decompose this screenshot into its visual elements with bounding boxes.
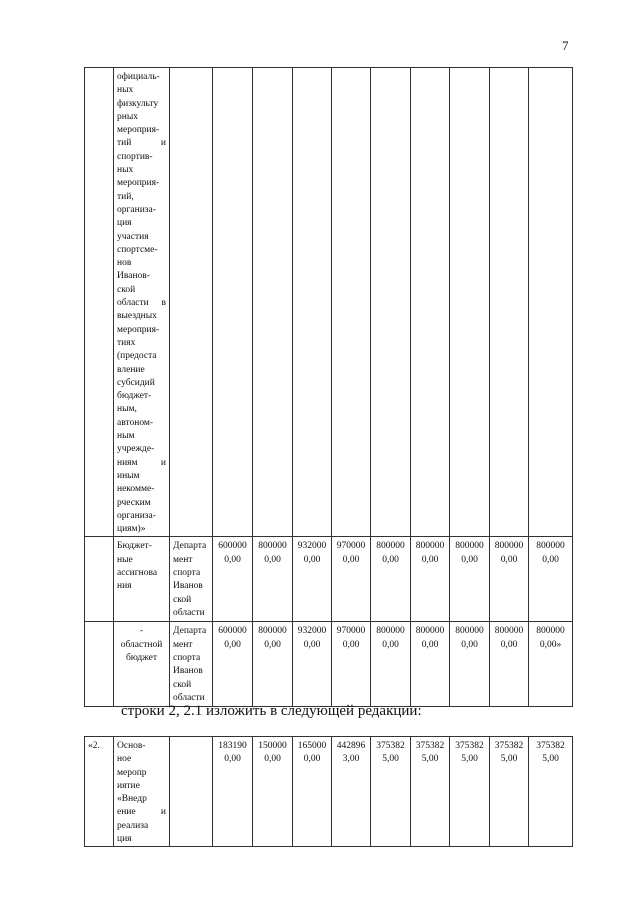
table-row [85, 622, 573, 707]
text-line: ным [117, 431, 135, 442]
text-line: автоном- [117, 417, 154, 428]
value-line-2: 0,00 [264, 639, 281, 650]
funding-label-cell [114, 622, 170, 707]
text-line: ных [117, 165, 134, 176]
text-line: Иванов [173, 666, 203, 677]
value-cell [293, 737, 332, 847]
text-line: Основ- [117, 741, 146, 751]
text-line: «Внедр [117, 794, 147, 805]
value-line-2: 0,00 [382, 554, 399, 565]
text-line: мероприя- [117, 324, 160, 335]
value-cell [253, 622, 293, 707]
text-line: ассигнова [117, 567, 158, 578]
text-line: реализа [117, 820, 149, 831]
executor-cell [170, 68, 213, 537]
value-cell [450, 737, 490, 847]
value-cell [213, 622, 253, 707]
text-line: ные [117, 554, 133, 565]
executor-cell [170, 622, 213, 707]
value-line-1: 800000 [494, 541, 524, 552]
table-row [85, 68, 573, 537]
value-line-1: 375382 [415, 741, 445, 751]
text-line: учрежде- [117, 444, 155, 455]
value-line-2: 0,00 [264, 754, 281, 765]
text-line: Иванов [173, 581, 203, 592]
value-cell [490, 68, 529, 537]
text-line: мент [173, 639, 193, 650]
value-cell [411, 622, 450, 707]
value-line-1: 932000 [297, 541, 327, 552]
value-cell [253, 737, 293, 847]
executor-cell [170, 537, 213, 622]
text-line: физкульту [117, 98, 159, 109]
text-line: Департа [173, 541, 207, 552]
value-line-1: 800000 [415, 541, 445, 552]
text-line: ния [117, 581, 132, 592]
value-line-1: 800000 [415, 626, 445, 637]
table-row [85, 537, 573, 622]
value-cell [371, 737, 411, 847]
text-line: тий, [117, 191, 134, 202]
text-line: ниям и [117, 457, 166, 468]
value-line-2: 0,00 [303, 554, 321, 565]
value-line-2: 3,00 [342, 754, 360, 765]
value-line-1: 800000 [258, 626, 287, 637]
value-cell [332, 537, 371, 622]
value-cell [332, 737, 371, 847]
text-line: мероприя- [117, 125, 160, 136]
text-line: Департа [173, 626, 207, 637]
text-line: Иванов- [117, 271, 150, 282]
text-line: субсидий [117, 377, 155, 388]
value-line-2: 0,00 [542, 554, 559, 565]
value-line-2: 0,00 [303, 754, 321, 765]
value-cell [529, 68, 573, 537]
text-line: выездных [117, 311, 157, 322]
executor-cell [170, 737, 213, 847]
text-line: спортсме- [117, 244, 158, 255]
value-line-1: 600000 [218, 626, 247, 637]
text-line: спортив- [117, 151, 153, 162]
value-line-1: 165000 [297, 741, 327, 751]
value-line-1: 150000 [258, 741, 287, 751]
text-line: некомме- [117, 484, 155, 495]
value-line-2: 0,00 [461, 639, 478, 650]
section-heading: строки 2, 2.1 изложить в следующей редакции: [121, 703, 422, 719]
value-line-2: 0,00 [342, 554, 360, 565]
executor-name [173, 625, 209, 705]
text-line: спорта [173, 652, 201, 663]
value-cell [213, 737, 253, 847]
funding-label [117, 625, 166, 665]
text-line: ных [117, 85, 134, 96]
value-line-1: 375382 [376, 741, 405, 751]
text-line: мероприя- [117, 178, 160, 189]
text-line: области [173, 607, 205, 618]
value-line-2: 0,00 [224, 554, 241, 565]
text-line: ской [117, 284, 136, 295]
value-line-2: 0,00 [421, 554, 439, 565]
value-cell [490, 737, 529, 847]
activity-description-cell [114, 737, 170, 847]
value-cell [253, 537, 293, 622]
text-line: (предоста [117, 351, 157, 362]
text-line: бюджет- [117, 391, 152, 402]
value-cell [332, 68, 371, 537]
budget-table-top [84, 67, 573, 707]
value-cell [371, 68, 411, 537]
value-line-1: 375382 [536, 741, 565, 751]
funding-label [117, 540, 166, 593]
value-line-2: 0,00 [224, 754, 241, 765]
text-line: ской [173, 594, 192, 605]
text-line: ция [117, 218, 132, 229]
value-cell [529, 537, 573, 622]
text-line: официаль- [117, 72, 160, 82]
value-line-2: 0,00 [382, 639, 399, 650]
value-line-1: 800000 [376, 541, 405, 552]
value-line-2: 0,00 [500, 639, 518, 650]
text-line: областной [120, 639, 163, 650]
text-line: мент [173, 554, 193, 565]
text-line: иным [117, 470, 140, 481]
value-cell [213, 537, 253, 622]
value-cell [253, 68, 293, 537]
value-line-1: 970000 [336, 541, 366, 552]
value-line-2: 0,00 [224, 639, 241, 650]
value-line-1: 800000 [536, 541, 565, 552]
value-cell [450, 68, 490, 537]
value-cell [371, 537, 411, 622]
value-cell [411, 537, 450, 622]
value-cell [371, 622, 411, 707]
value-line-2: 5,00 [461, 754, 478, 765]
value-cell [411, 68, 450, 537]
value-cell [529, 622, 573, 707]
row-number-cell [85, 68, 114, 537]
text-line: организа- [117, 204, 156, 215]
value-cell [490, 537, 529, 622]
value-line-2: 5,00 [542, 754, 559, 765]
text-line: рческим [117, 497, 151, 508]
value-line-1: 800000 [536, 626, 565, 637]
text-line: вление [117, 364, 145, 375]
value-line-2: 5,00 [382, 754, 399, 765]
value-line-1: 932000 [297, 626, 327, 637]
activity-description-cell [114, 68, 170, 537]
text-line: ской [173, 679, 192, 690]
value-line-1: 970000 [336, 626, 366, 637]
page-number: 7 [562, 38, 569, 53]
text-line: циям)» [117, 524, 146, 535]
value-cell [213, 68, 253, 537]
description-text [117, 740, 166, 846]
text-line: области в [117, 298, 166, 309]
value-line-1: 800000 [455, 626, 484, 637]
value-line-2: 5,00 [421, 754, 439, 765]
text-line: иятие [117, 780, 140, 791]
value-line-2: 0,00 [500, 554, 518, 565]
value-line-1: 442896 [336, 741, 366, 751]
value-line-1: 800000 [494, 626, 524, 637]
row-number-cell [85, 622, 114, 707]
text-line: ное [117, 754, 132, 765]
executor-name [173, 540, 209, 620]
text-line: нов [117, 258, 132, 269]
text-line: тий и [117, 138, 166, 149]
value-line-1: 600000 [218, 541, 247, 552]
text-line: Бюджет- [117, 541, 152, 552]
value-line-2: 0,00 [264, 554, 281, 565]
text-line: меропр [117, 767, 147, 778]
value-line-1: 800000 [455, 541, 484, 552]
value-line-2: 0,00 [421, 639, 439, 650]
table-row [85, 737, 573, 847]
value-cell [529, 737, 573, 847]
value-line-1: 375382 [494, 741, 524, 751]
text-line: рных [117, 111, 138, 122]
text-line: ным, [117, 404, 137, 415]
value-line-2: 0,00» [539, 639, 562, 650]
budget-table-bottom [84, 736, 573, 847]
description-text [117, 71, 166, 536]
text-line: области [173, 692, 205, 703]
value-cell [450, 537, 490, 622]
value-line-1: 800000 [376, 626, 405, 637]
value-line-2: 0,00 [303, 639, 321, 650]
value-line-1: 800000 [258, 541, 287, 552]
funding-label-cell [114, 537, 170, 622]
value-line-1: 183190 [218, 741, 247, 751]
value-cell [332, 622, 371, 707]
text-line: бюджет [125, 652, 158, 663]
value-line-2: 0,00 [342, 639, 360, 650]
value-cell [293, 68, 332, 537]
value-cell [293, 622, 332, 707]
text-line: ение и [117, 807, 166, 818]
text-line: участия [117, 231, 149, 242]
text-line: тиях [117, 337, 136, 348]
value-cell [293, 537, 332, 622]
value-cell [450, 622, 490, 707]
text-line: спорта [173, 567, 201, 578]
value-cell [490, 622, 529, 707]
value-line-2: 0,00 [461, 554, 478, 565]
text-line: организа- [117, 510, 156, 521]
value-line-1: 375382 [455, 741, 484, 751]
value-line-2: 5,00 [500, 754, 518, 765]
text-line: ция [117, 834, 132, 845]
value-cell [411, 737, 450, 847]
text-line: - [139, 626, 144, 637]
row-number-cell: «2. [85, 737, 114, 847]
row-number-cell [85, 537, 114, 622]
